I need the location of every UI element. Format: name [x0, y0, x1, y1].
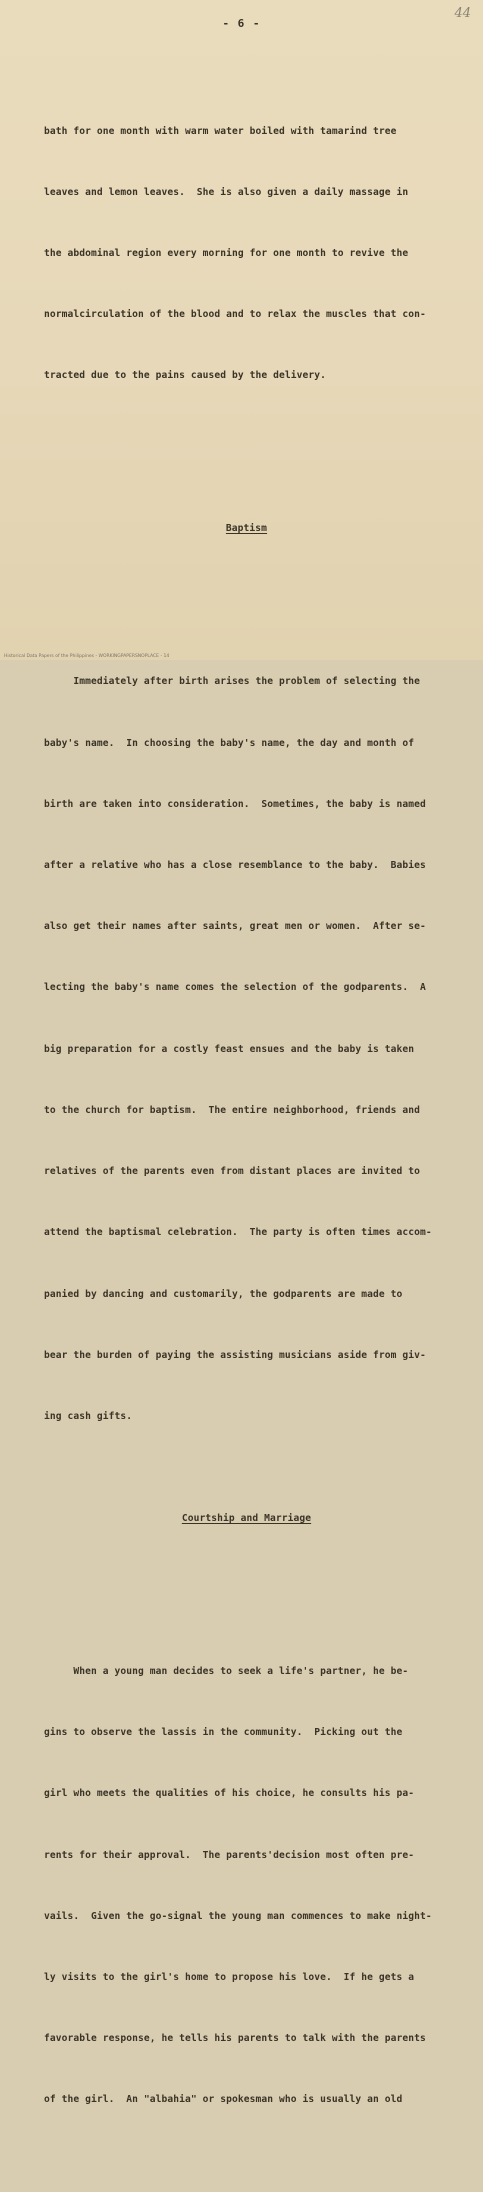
paragraph-courtship — [44, 1621, 449, 2151]
text-line: the abdominal region every morning for one month to revive the — [44, 248, 409, 260]
text-line: tracted due to the pains caused by the delivery. — [44, 370, 327, 382]
text-line: normalcirculation of the blood and to relax the muscles that con- — [44, 309, 426, 321]
page-number: - 6 - — [222, 17, 261, 30]
text-line: attend the baptismal celebration. The party is often times accom- — [44, 1227, 432, 1239]
text-line: to the church for baptism. The entire neighborhood, friends and — [44, 1104, 421, 1116]
paragraph-bath — [44, 81, 449, 428]
text-line: ing cash gifts. — [44, 1410, 133, 1422]
text-line: When a young man decides to seek a life's partner, he be- — [44, 1665, 409, 1677]
text-line: gins to observe the lassis in the community. Picking out the — [44, 1727, 403, 1739]
heading-baptism: Baptism — [225, 523, 268, 535]
text-line: panied by dancing and customarily, the godparents are made to — [44, 1288, 403, 1300]
text-line: vails. Given the go-signal the young man commences to make night- — [44, 1910, 432, 1922]
text-line: leaves and lemon leaves. She is also given a daily massage in — [44, 186, 409, 198]
text-line: bath for one month with warm water boiled with tamarind tree — [44, 125, 397, 137]
text-line: baby's name. In choosing the baby's name, the day and month of — [44, 737, 415, 749]
text-line: Immediately after birth arises the problem of selecting the — [44, 676, 421, 688]
text-line: relatives of the parents even from distant places are invited to — [44, 1166, 421, 1178]
text-line: bear the burden of paying the assisting musicians aside from giv- — [44, 1349, 426, 1361]
folio-number: 44 — [454, 6, 471, 21]
text-line: big preparation for a costly feast ensues and the baby is taken — [44, 1043, 415, 1055]
text-line: of the girl. An "albahia" or spokesman who is usually an old — [44, 2094, 403, 2106]
text-line: after a relative who has a close resemblance to the baby. Babies — [44, 860, 426, 872]
scan-footer-caption: Historical Data Papers of the Philippines - WORKINGPAPERSNOPLACE - 14 — [4, 654, 170, 659]
body-text — [44, 40, 449, 2192]
text-line: also get their names after saints, great men or women. After se- — [44, 921, 426, 933]
paragraph-baptism — [44, 632, 449, 1468]
heading-courtship-and-marriage: Courtship and Marriage — [181, 1512, 312, 1524]
text-line: rents for their approval. The parents'decision most often pre- — [44, 1849, 415, 1861]
text-line: ly visits to the girl's home to propose his love. If he gets a — [44, 1971, 415, 1983]
text-line: birth are taken into consideration. Sometimes, the baby is named — [44, 798, 426, 810]
text-line: lecting the baby's name comes the selection of the godparents. A — [44, 982, 426, 994]
text-line: girl who meets the qualities of his choice, he consults his pa- — [44, 1788, 415, 1800]
text-line: favorable response, he tells his parents to talk with the parents — [44, 2033, 426, 2045]
